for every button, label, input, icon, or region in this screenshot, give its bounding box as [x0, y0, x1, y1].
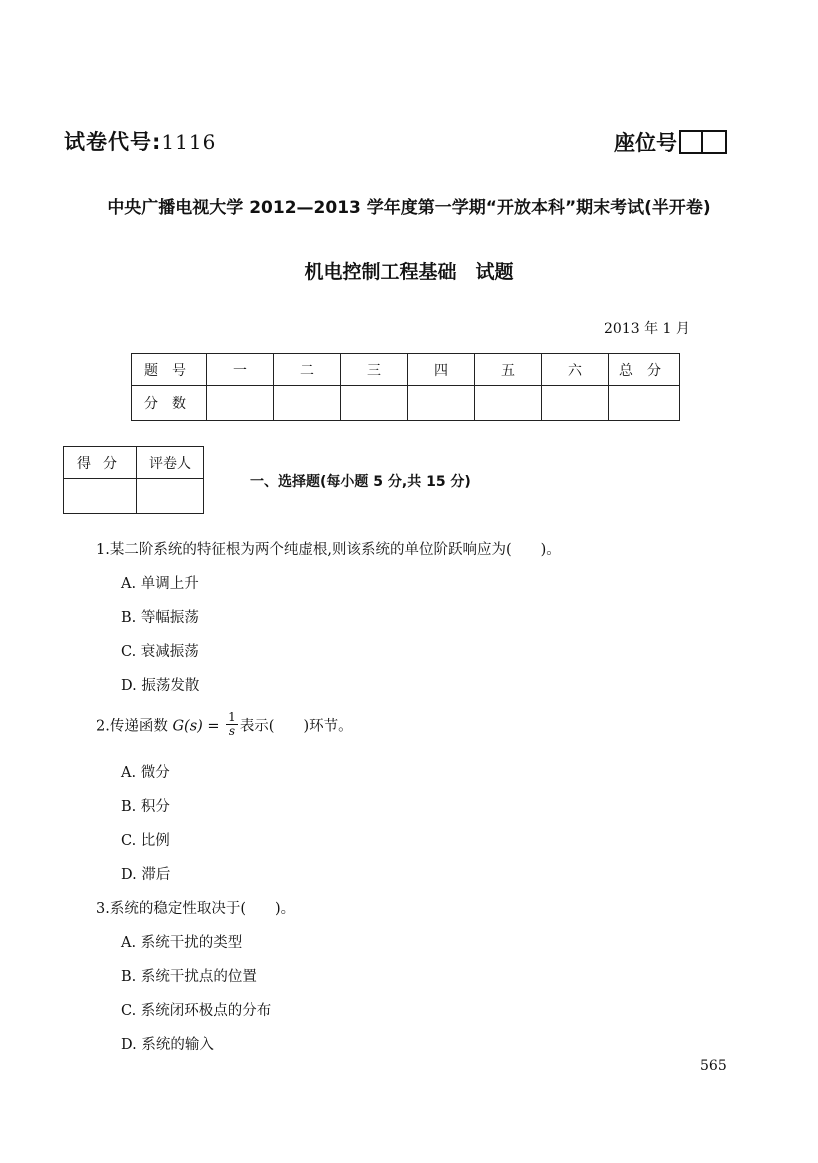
question-2-option-b: B. 积分 [121, 799, 170, 815]
question-1-option-a: A. 单调上升 [121, 576, 199, 592]
score-cell[interactable] [207, 386, 274, 421]
seat-number [614, 127, 727, 157]
fraction-numerator: 1 [228, 710, 236, 724]
seat-number-label: 座位号 [614, 131, 677, 155]
score-cell[interactable] [408, 386, 475, 421]
score-table-column: 二 [274, 354, 341, 386]
question-3-option-b: B. 系统干扰点的位置 [121, 969, 257, 985]
score-table-score-label: 分数 [132, 386, 207, 421]
score-table-total-label: 总分 [609, 354, 680, 386]
score-table-column: 一 [207, 354, 274, 386]
total-score-cell[interactable] [609, 386, 680, 421]
question-3-option-d: D. 系统的输入 [121, 1037, 214, 1053]
score-table [131, 353, 680, 421]
question-3-option-a: A. 系统干扰的类型 [121, 935, 243, 951]
fraction-denominator: s [228, 724, 236, 738]
paper-code [64, 126, 216, 156]
score-table-column: 五 [475, 354, 542, 386]
question-2-option-d: D. 滞后 [121, 867, 171, 883]
grader-score-label: 得分 [64, 447, 137, 479]
seat-box[interactable] [679, 130, 703, 154]
exam-date: 2013 年 1 月 [604, 321, 690, 337]
paper-code-value: 1116 [161, 130, 217, 154]
question-2-option-a: A. 微分 [121, 765, 170, 781]
question-2-fraction [226, 711, 238, 738]
score-table-column: 六 [542, 354, 609, 386]
score-table-column: 四 [408, 354, 475, 386]
grader-table-header-row [64, 447, 204, 479]
grader-table [63, 446, 204, 514]
question-2-stem-suffix: 表示( )环节。 [239, 718, 353, 735]
grader-table-input-row [64, 479, 204, 514]
question-2-equals: = [202, 718, 225, 735]
score-cell[interactable] [542, 386, 609, 421]
section-title: 一、选择题(每小题 5 分,共 15 分) [250, 474, 471, 490]
question-2-stem [96, 710, 353, 740]
score-table-score-row [132, 386, 680, 421]
question-2-function: G(s) [172, 718, 203, 735]
question-3-stem: 3.系统的稳定性取决于( )。 [96, 901, 296, 917]
score-cell[interactable] [274, 386, 341, 421]
score-cell[interactable] [341, 386, 408, 421]
question-3-option-c: C. 系统闭环极点的分布 [121, 1003, 272, 1019]
paper-code-separator: : [152, 130, 162, 154]
grader-name-cell[interactable] [137, 479, 204, 514]
grader-score-cell[interactable] [64, 479, 137, 514]
question-1-option-d: D. 振荡发散 [121, 678, 200, 694]
score-table-column: 三 [341, 354, 408, 386]
seat-box[interactable] [703, 130, 727, 154]
score-cell[interactable] [475, 386, 542, 421]
score-table-question-label: 题号 [132, 354, 207, 386]
grader-label: 评卷人 [137, 447, 204, 479]
exam-header: 中央广播电视大学 2012—2013 学年度第一学期“开放本科”期末考试(半开卷) [107, 198, 711, 218]
question-1-option-c: C. 衰减振荡 [121, 644, 199, 660]
question-2-option-c: C. 比例 [121, 833, 170, 849]
exam-subject-title: 机电控制工程基础 试题 [304, 261, 514, 283]
question-1-stem: 1.某二阶系统的特征根为两个纯虚根,则该系统的单位阶跃响应为( )。 [96, 542, 561, 558]
page-number: 565 [700, 1058, 727, 1074]
paper-code-label: 试卷代号 [64, 130, 152, 154]
question-1-option-b: B. 等幅振荡 [121, 610, 199, 626]
question-2-stem-prefix: 2.传递函数 [96, 718, 173, 735]
score-table-header-row [132, 354, 680, 386]
seat-number-boxes [679, 130, 727, 154]
